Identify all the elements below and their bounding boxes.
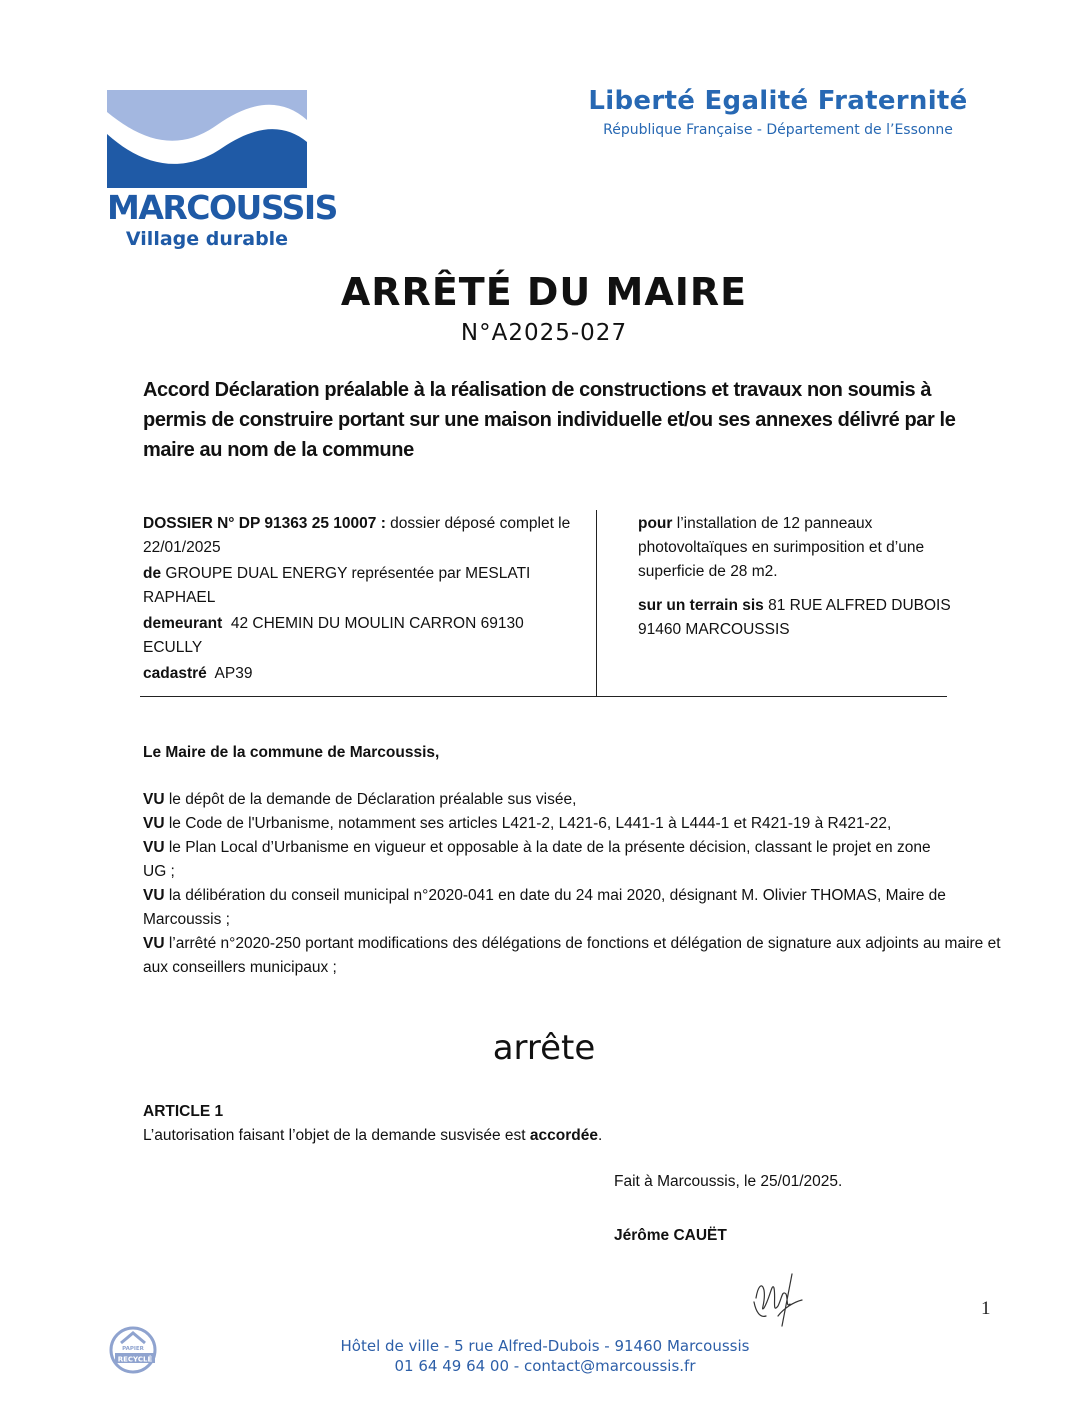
cadastre-text: AP39 — [206, 665, 253, 682]
republic-subtitle: République Française - Département de l’Essonne — [603, 122, 953, 138]
republic-motto: Liberté Egalité Fraternité — [588, 86, 968, 116]
dossier-right-column — [638, 512, 978, 644]
article-heading: ARTICLE 1 — [143, 1103, 224, 1120]
project-description — [638, 512, 978, 584]
footer-contact: 01 64 49 64 00 - contact@marcoussis.fr — [394, 1357, 696, 1375]
considerations-list — [143, 788, 1003, 980]
dossier-number-text: dossier déposé complet le 22/01/2025 — [143, 515, 571, 556]
article-text-end: . — [597, 1127, 603, 1144]
dossier-left-column — [143, 512, 583, 688]
logo-brand-text: MARCOUSSIS — [107, 188, 337, 227]
cadastre — [143, 662, 583, 686]
applicant-label: de — [143, 565, 162, 582]
article-text-start: L’autorisation faisant l’objet de la demande susvisée est — [143, 1127, 530, 1144]
vu-label: VU — [143, 887, 165, 904]
vu-text: la délibération du conseil municipal n°2020-041 en date du 24 mai 2020, désignant M. Olivier THOMAS, Maire de Marcoussis ; — [143, 887, 946, 928]
cadastre-label: cadastré — [143, 665, 207, 682]
vu-text: l’arrêté n°2020-250 portant modifications des délégations de fonctions et délégation de signature aux adjoints au maire et aux conseillers municipaux ; — [143, 935, 1001, 976]
vu-label: VU — [143, 839, 165, 856]
vu-label: VU — [143, 935, 165, 952]
article-text-decision: accordée — [529, 1127, 598, 1144]
vu-text: le dépôt de la demande de Déclaration préalable sus visée, — [164, 791, 577, 808]
footer-address: Hôtel de ville - 5 rue Alfred-Dubois - 91460 Marcoussis — [340, 1337, 750, 1355]
consideration-item — [143, 884, 993, 932]
address-text: 42 CHEMIN DU MOULIN CARRON 69130 ECULLY — [143, 615, 529, 656]
page-number: 1 — [981, 1298, 991, 1319]
decision-heading: arrête — [492, 1028, 596, 1068]
mayor-line: Le Maire de la commune de Marcoussis, — [143, 744, 440, 761]
document-title: ARRÊTÉ DU MAIRE — [340, 270, 748, 314]
land-text: 81 RUE ALFRED DUBOIS 91460 MARCOUSSIS — [638, 597, 951, 638]
vu-label: VU — [143, 791, 165, 808]
vu-text: le Code de l'Urbanisme, notamment ses articles L421-2, L421-6, L441-1 à L444-1 et R421-19 à R421-22, — [164, 815, 892, 832]
applicant-address — [143, 612, 583, 660]
vu-label: VU — [143, 815, 165, 832]
applicant-text: GROUPE DUAL ENERGY représentée par MESLATI RAPHAEL — [143, 565, 531, 606]
land-label: sur un terrain sis — [638, 597, 764, 614]
dossier-number-label: DOSSIER N° DP 91363 25 10007 : — [143, 515, 386, 532]
handwritten-signature — [748, 1268, 806, 1330]
consideration-item — [143, 932, 1003, 980]
svg-text:PAPIER: PAPIER — [122, 1346, 144, 1352]
svg-text:RECYCLÉ: RECYCLÉ — [117, 1355, 153, 1364]
applicant — [143, 562, 583, 610]
signer-name: Jérôme CAUËT — [614, 1227, 727, 1244]
document-subject: Accord Déclaration préalable à la réalisation de constructions et travaux non soumis à permis de construire portant sur une maison individuelle et/ou ses annexes délivré par le maire au nom de la commune — [143, 379, 956, 461]
table-vertical-divider — [596, 510, 597, 697]
document-number: N°A2025-027 — [460, 320, 628, 346]
land-location — [638, 594, 978, 642]
consideration-item — [143, 836, 953, 884]
vu-text: le Plan Local d’Urbanisme en vigueur et opposable à la date de la présente décision, classant le projet en zone UG ; — [143, 839, 931, 880]
project-label: pour — [638, 515, 673, 532]
project-text: l’installation de 12 panneaux photovoltaïques en surimposition et d’une superficie de 28 m2. — [638, 515, 925, 580]
article-text — [143, 1124, 1003, 1148]
recycled-paper-icon — [107, 1325, 161, 1375]
logo-tagline: Village durable — [125, 228, 289, 250]
table-bottom-rule — [140, 696, 947, 697]
consideration-item — [143, 812, 943, 836]
signature-place-date: Fait à Marcoussis, le 25/01/2025. — [614, 1173, 843, 1190]
dossier-number — [143, 512, 583, 560]
consideration-item — [143, 788, 1003, 812]
address-label: demeurant — [143, 615, 223, 632]
